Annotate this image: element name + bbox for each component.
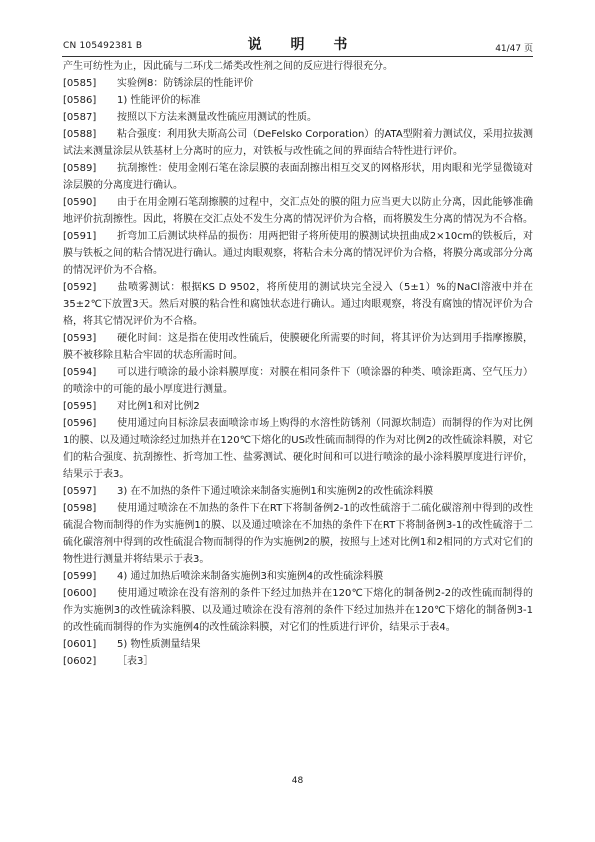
paragraph xyxy=(63,500,533,568)
paragraph xyxy=(63,398,533,415)
paragraph-number: [0598] xyxy=(63,503,97,514)
paragraph-number: [0599] xyxy=(63,571,97,582)
paragraph xyxy=(63,585,533,636)
paragraph-number: [0597] xyxy=(63,486,97,497)
paragraph-number: [0591] xyxy=(63,231,97,242)
paragraph xyxy=(63,415,533,483)
paragraph xyxy=(63,75,533,92)
paragraph-number: [0585] xyxy=(63,78,97,89)
paragraph xyxy=(63,279,533,330)
paragraph-text: 使用通过喷涂在不加热的条件下在RT下将制备例2-1的改性硫溶于二硫化碳溶剂中得到的改性硫混合物而制得的作为实施例1的膜、以及通过喷涂在不加热的条件下在RT下将制备例3-1的改性硫溶于二硫化碳溶剂中得到的改性硫混合物而制得的作为实施例2的膜，按照与上述对比例1和2相同的方式对它们的物性进行测量并将结果示于表3。 xyxy=(63,503,533,565)
page-title: 说 明 书 xyxy=(247,37,360,53)
page-number: 48 xyxy=(291,776,304,786)
paragraph xyxy=(63,58,533,75)
paragraph xyxy=(63,636,533,653)
paragraph-text: 按照以下方法来测量改性硫应用测试的性质。 xyxy=(117,112,317,123)
paragraph xyxy=(63,653,533,670)
page-count: 41/47 页 xyxy=(495,44,533,54)
paragraph xyxy=(63,160,533,194)
paragraph-text: 使用通过向目标涂层表面喷涂市场上购得的水溶性防锈剂（同源坎制造）而制得的作为对比例1的膜、以及通过喷涂经过加热并在120℃下熔化的US改性硫而制得的作为对比例2的改性硫涂料膜，对它们的粘合强度、抗刮擦性、折弯加工性、盐雾测试、硬化时间和可以进行喷涂的最小涂料膜厚度进行评价，结果示于表3。 xyxy=(63,418,533,480)
paragraph-number: [0587] xyxy=(63,112,97,123)
paragraph-text: 由于在用金刚石笔刮擦膜的过程中，交汇点处的膜的阻力应当更大以防止分离，因此能够准确地评价抗刮擦性。因此，将膜在交汇点处不发生分离的情况评价为合格，而将膜发生分离的情况为不合格。 xyxy=(63,197,533,225)
paragraph-number: [0596] xyxy=(63,418,97,429)
paragraph-text: 实验例8：防锈涂层的性能评价 xyxy=(117,78,254,89)
paragraph-text: 可以进行喷涂的最小涂料膜厚度：对膜在相同条件下（喷涂器的种类、喷涂距离、空气压力）的喷涂中的可能的最小厚度进行测量。 xyxy=(63,367,533,395)
patent-number: CN 105492381 B xyxy=(63,41,143,51)
paragraph-number: [0602] xyxy=(63,656,97,667)
paragraph-number: [0594] xyxy=(63,367,97,378)
paragraph-number: [0600] xyxy=(63,588,97,599)
paragraph xyxy=(63,194,533,228)
paragraph-text: ［表3］ xyxy=(117,656,154,667)
paragraph-number: [0586] xyxy=(63,95,97,106)
paragraph-number: [0590] xyxy=(63,197,97,208)
paragraph-text: 使用通过喷涂在没有溶剂的条件下经过加热并在120℃下熔化的制备例2-2的改性硫而制得的作为实施例3的改性硫涂料膜、以及通过喷涂在没有溶剂的条件下经过加热并在120℃下熔化的制备例3-1的改性硫而制得的作为实施例4的改性硫涂料膜，对它们的性质进行评价，结果示于表4。 xyxy=(63,588,533,633)
document-body xyxy=(63,58,533,670)
paragraph xyxy=(63,109,533,126)
paragraph xyxy=(63,92,533,109)
paragraph-number: [0593] xyxy=(63,333,97,344)
paragraph-text: 硬化时间：这是指在使用改性硫后，使膜硬化所需要的时间，将其评价为达到用手指摩擦膜，膜不被移除且粘合牢固的状态所需时间。 xyxy=(63,333,533,361)
paragraph-text: 3) 在不加热的条件下通过喷涂来制备实施例1和实施例2的改性硫涂料膜 xyxy=(117,486,434,497)
paragraph-text: 折弯加工后测试块样品的损伤：用两把钳子将所使用的膜测试块扭曲成2×10cm的铁板后，对膜与铁板之间的粘合情况进行确认。通过肉眼观察，将粘合未分离的情况评价为合格，将膜分离或部分分离的情况评价为不合格。 xyxy=(63,231,533,276)
paragraph xyxy=(63,330,533,364)
paragraph xyxy=(63,364,533,398)
paragraph-text: 抗刮擦性：使用金刚石笔在涂层膜的表面刮擦出相互交叉的网格形状，用肉眼和光学显微镜对涂层膜的分离度进行确认。 xyxy=(63,163,533,191)
paragraph xyxy=(63,126,533,160)
paragraph-text: 盐喷雾测试：根据KS D 9502，将所使用的测试块完全浸入（5±1）%的NaCl溶液中并在35±2℃下放置3天。然后对膜的粘合性和腐蚀状态进行确认。通过肉眼观察，将没有腐蚀的情况评价为合格，将其它情况评价为不合格。 xyxy=(63,282,533,327)
paragraph-number: [0601] xyxy=(63,639,97,650)
paragraph-number: [0592] xyxy=(63,282,97,293)
paragraph xyxy=(63,483,533,500)
paragraph xyxy=(63,568,533,585)
paragraph xyxy=(63,228,533,279)
paragraph-text: 5) 物性质测量结果 xyxy=(117,639,201,650)
paragraph-text: 4) 通过加热后喷涂来制备实施例3和实施例4的改性硫涂料膜 xyxy=(117,571,384,582)
paragraph-text: 1) 性能评价的标准 xyxy=(117,95,201,106)
paragraph-number: [0589] xyxy=(63,163,97,174)
paragraph-number: [0595] xyxy=(63,401,97,412)
paragraph-number: [0588] xyxy=(63,129,97,140)
paragraph-text: 产生可纺性为止，因此硫与二环戊二烯类改性剂之间的反应进行得很充分。 xyxy=(63,61,393,72)
header-divider xyxy=(62,56,533,57)
paragraph-text: 对比例1和对比例2 xyxy=(117,401,200,412)
paragraph-text: 粘合强度：利用狄夫斯高公司（DeFelsko Corporation）的ATA型附着力测试仪，采用拉拔测试法来测量涂层从铁基材上分离时的应力，对铁板与改性硫之间的界面结合特性进行评价。 xyxy=(63,129,533,157)
